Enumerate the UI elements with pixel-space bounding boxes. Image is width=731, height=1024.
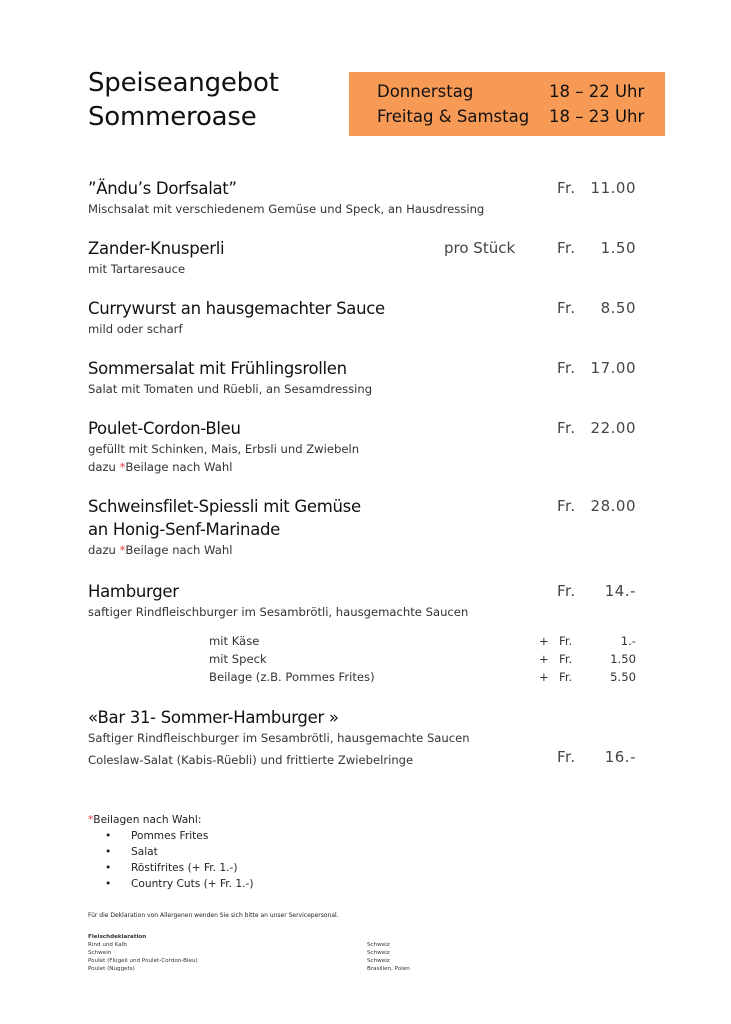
price-amount: 16.- xyxy=(604,748,636,766)
opening-hours-box xyxy=(349,72,665,136)
price-amount: 11.00 xyxy=(590,179,636,197)
declaration-meat: Rind und Kalb xyxy=(88,942,127,948)
side-dish-item: • Country Cuts (+ Fr. 1.-) xyxy=(88,876,253,892)
price-currency: Fr. xyxy=(557,748,576,766)
item-name: «Bar 31- Sommer-Hamburger » xyxy=(88,708,339,727)
item-name: Currywurst an hausgemachter Sauce xyxy=(88,299,385,318)
menu-item xyxy=(88,417,648,476)
price-currency: Fr. xyxy=(557,419,576,437)
price-amount: 22.00 xyxy=(590,419,636,437)
extra-plus: + xyxy=(539,670,549,684)
price-amount: 28.00 xyxy=(590,497,636,515)
side-star: * xyxy=(119,460,126,474)
opening-days: Donnerstag xyxy=(377,82,474,101)
side-note-prefix: dazu xyxy=(88,543,120,557)
price-amount: 14.- xyxy=(604,582,636,600)
item-unit-note: pro Stück xyxy=(444,239,516,257)
side-note-text: Beilage nach Wahl xyxy=(125,543,233,557)
extra-currency: Fr. xyxy=(559,634,573,648)
menu-item xyxy=(88,495,648,559)
side-dishes-section xyxy=(88,812,253,892)
declaration-origin: Schweiz xyxy=(367,958,390,964)
price-amount: 17.00 xyxy=(590,359,636,377)
declaration-row xyxy=(88,941,488,949)
extra-option-row xyxy=(209,650,636,668)
meat-declaration-title: Fleischdeklaration xyxy=(88,934,147,940)
item-name: ”Ändu’s Dorfsalat” xyxy=(88,179,237,198)
declaration-row xyxy=(88,965,488,973)
side-note-prefix: dazu xyxy=(88,460,120,474)
declaration-meat: Poulet (Flügeli und Poulet-Cordon-Bleu) xyxy=(88,958,198,964)
declaration-origin: Schweiz xyxy=(367,942,390,948)
item-side-note xyxy=(88,541,648,559)
extra-label: Beilage (z.B. Pommes Frites) xyxy=(209,670,375,684)
menu-item xyxy=(88,237,648,278)
menu-item xyxy=(88,177,648,218)
opening-time: 18 – 22 Uhr xyxy=(549,82,645,101)
item-description: saftiger Rindfleischburger im Sesambrötli, hausgemachte Saucen xyxy=(88,605,469,619)
item-name: Poulet-Cordon-Bleu xyxy=(88,419,241,438)
price-amount: 8.50 xyxy=(600,299,636,317)
extra-price: 5.50 xyxy=(610,670,636,684)
opening-days: Freitag & Samstag xyxy=(377,107,530,126)
extra-plus: + xyxy=(539,652,549,666)
declaration-row xyxy=(88,949,488,957)
side-star: * xyxy=(119,543,126,557)
price-currency: Fr. xyxy=(557,582,576,600)
item-name: Sommersalat mit Frühlingsrollen xyxy=(88,359,347,378)
item-description: gefüllt mit Schinken, Mais, Erbsli und Zwiebeln xyxy=(88,442,360,456)
declaration-meat: Poulet (Nuggets) xyxy=(88,966,135,972)
side-dish-item: • Salat xyxy=(88,844,253,860)
meat-declaration xyxy=(88,933,488,973)
side-dishes-title-text: Beilagen nach Wahl: xyxy=(93,814,202,826)
menu-item xyxy=(88,706,648,769)
side-star: * xyxy=(88,814,94,826)
item-description: Saftiger Rindfleischburger im Sesambrötli, hausgemachte Saucen xyxy=(88,731,470,745)
page-title-line1: Speiseangebot xyxy=(88,68,279,98)
extra-option-row xyxy=(209,632,636,650)
opening-time: 18 – 23 Uhr xyxy=(549,107,645,126)
extra-option-row xyxy=(209,668,636,686)
declaration-meat: Schwein xyxy=(88,950,112,956)
extra-price: 1.- xyxy=(620,634,636,648)
item-name: Zander-Knusperli xyxy=(88,239,225,258)
page-title xyxy=(88,66,279,134)
item-description: Salat mit Tomaten und Rüebli, an Sesamdressing xyxy=(88,382,373,396)
price-currency: Fr. xyxy=(557,497,576,515)
price-currency: Fr. xyxy=(557,179,576,197)
price-currency: Fr. xyxy=(557,239,576,257)
extra-label: mit Käse xyxy=(209,634,260,648)
declaration-origin: Brasilien, Polen xyxy=(367,966,410,972)
item-name: Schweinsfilet-Spiessli mit Gemüse xyxy=(88,497,361,516)
item-description: Mischsalat mit verschiedenem Gemüse und Speck, an Hausdressing xyxy=(88,202,485,216)
side-dish-item: • Pommes Frites xyxy=(88,828,253,844)
extra-label: mit Speck xyxy=(209,652,267,666)
side-dish-item: • Röstifrites (+ Fr. 1.-) xyxy=(88,860,253,876)
extra-plus: + xyxy=(539,634,549,648)
item-name-line2: an Honig-Senf-Marinade xyxy=(88,520,281,539)
price-amount: 1.50 xyxy=(600,239,636,257)
menu-item xyxy=(88,580,648,621)
declaration-origin: Schweiz xyxy=(367,950,390,956)
side-dishes-title xyxy=(88,812,253,828)
menu-item xyxy=(88,357,648,398)
extra-currency: Fr. xyxy=(559,652,573,666)
page-title-line2: Sommeroase xyxy=(88,102,257,132)
side-dishes-list xyxy=(88,828,253,892)
menu-item xyxy=(88,297,648,338)
price-currency: Fr. xyxy=(557,299,576,317)
extra-currency: Fr. xyxy=(559,670,573,684)
item-side-note xyxy=(88,458,648,476)
side-note-text: Beilage nach Wahl xyxy=(125,460,233,474)
item-description: mild oder scharf xyxy=(88,322,183,336)
declaration-row xyxy=(88,957,488,965)
item-description: mit Tartaresauce xyxy=(88,262,186,276)
price-currency: Fr. xyxy=(557,359,576,377)
extra-price: 1.50 xyxy=(610,652,636,666)
allergen-note: Für die Deklaration von Allergenen wenden Sie sich bitte an unser Servicepersonal. xyxy=(88,912,339,919)
item-name: Hamburger xyxy=(88,582,179,601)
item-description: Coleslaw-Salat (Kabis-Rüebli) und frittierte Zwiebelringe xyxy=(88,753,414,767)
